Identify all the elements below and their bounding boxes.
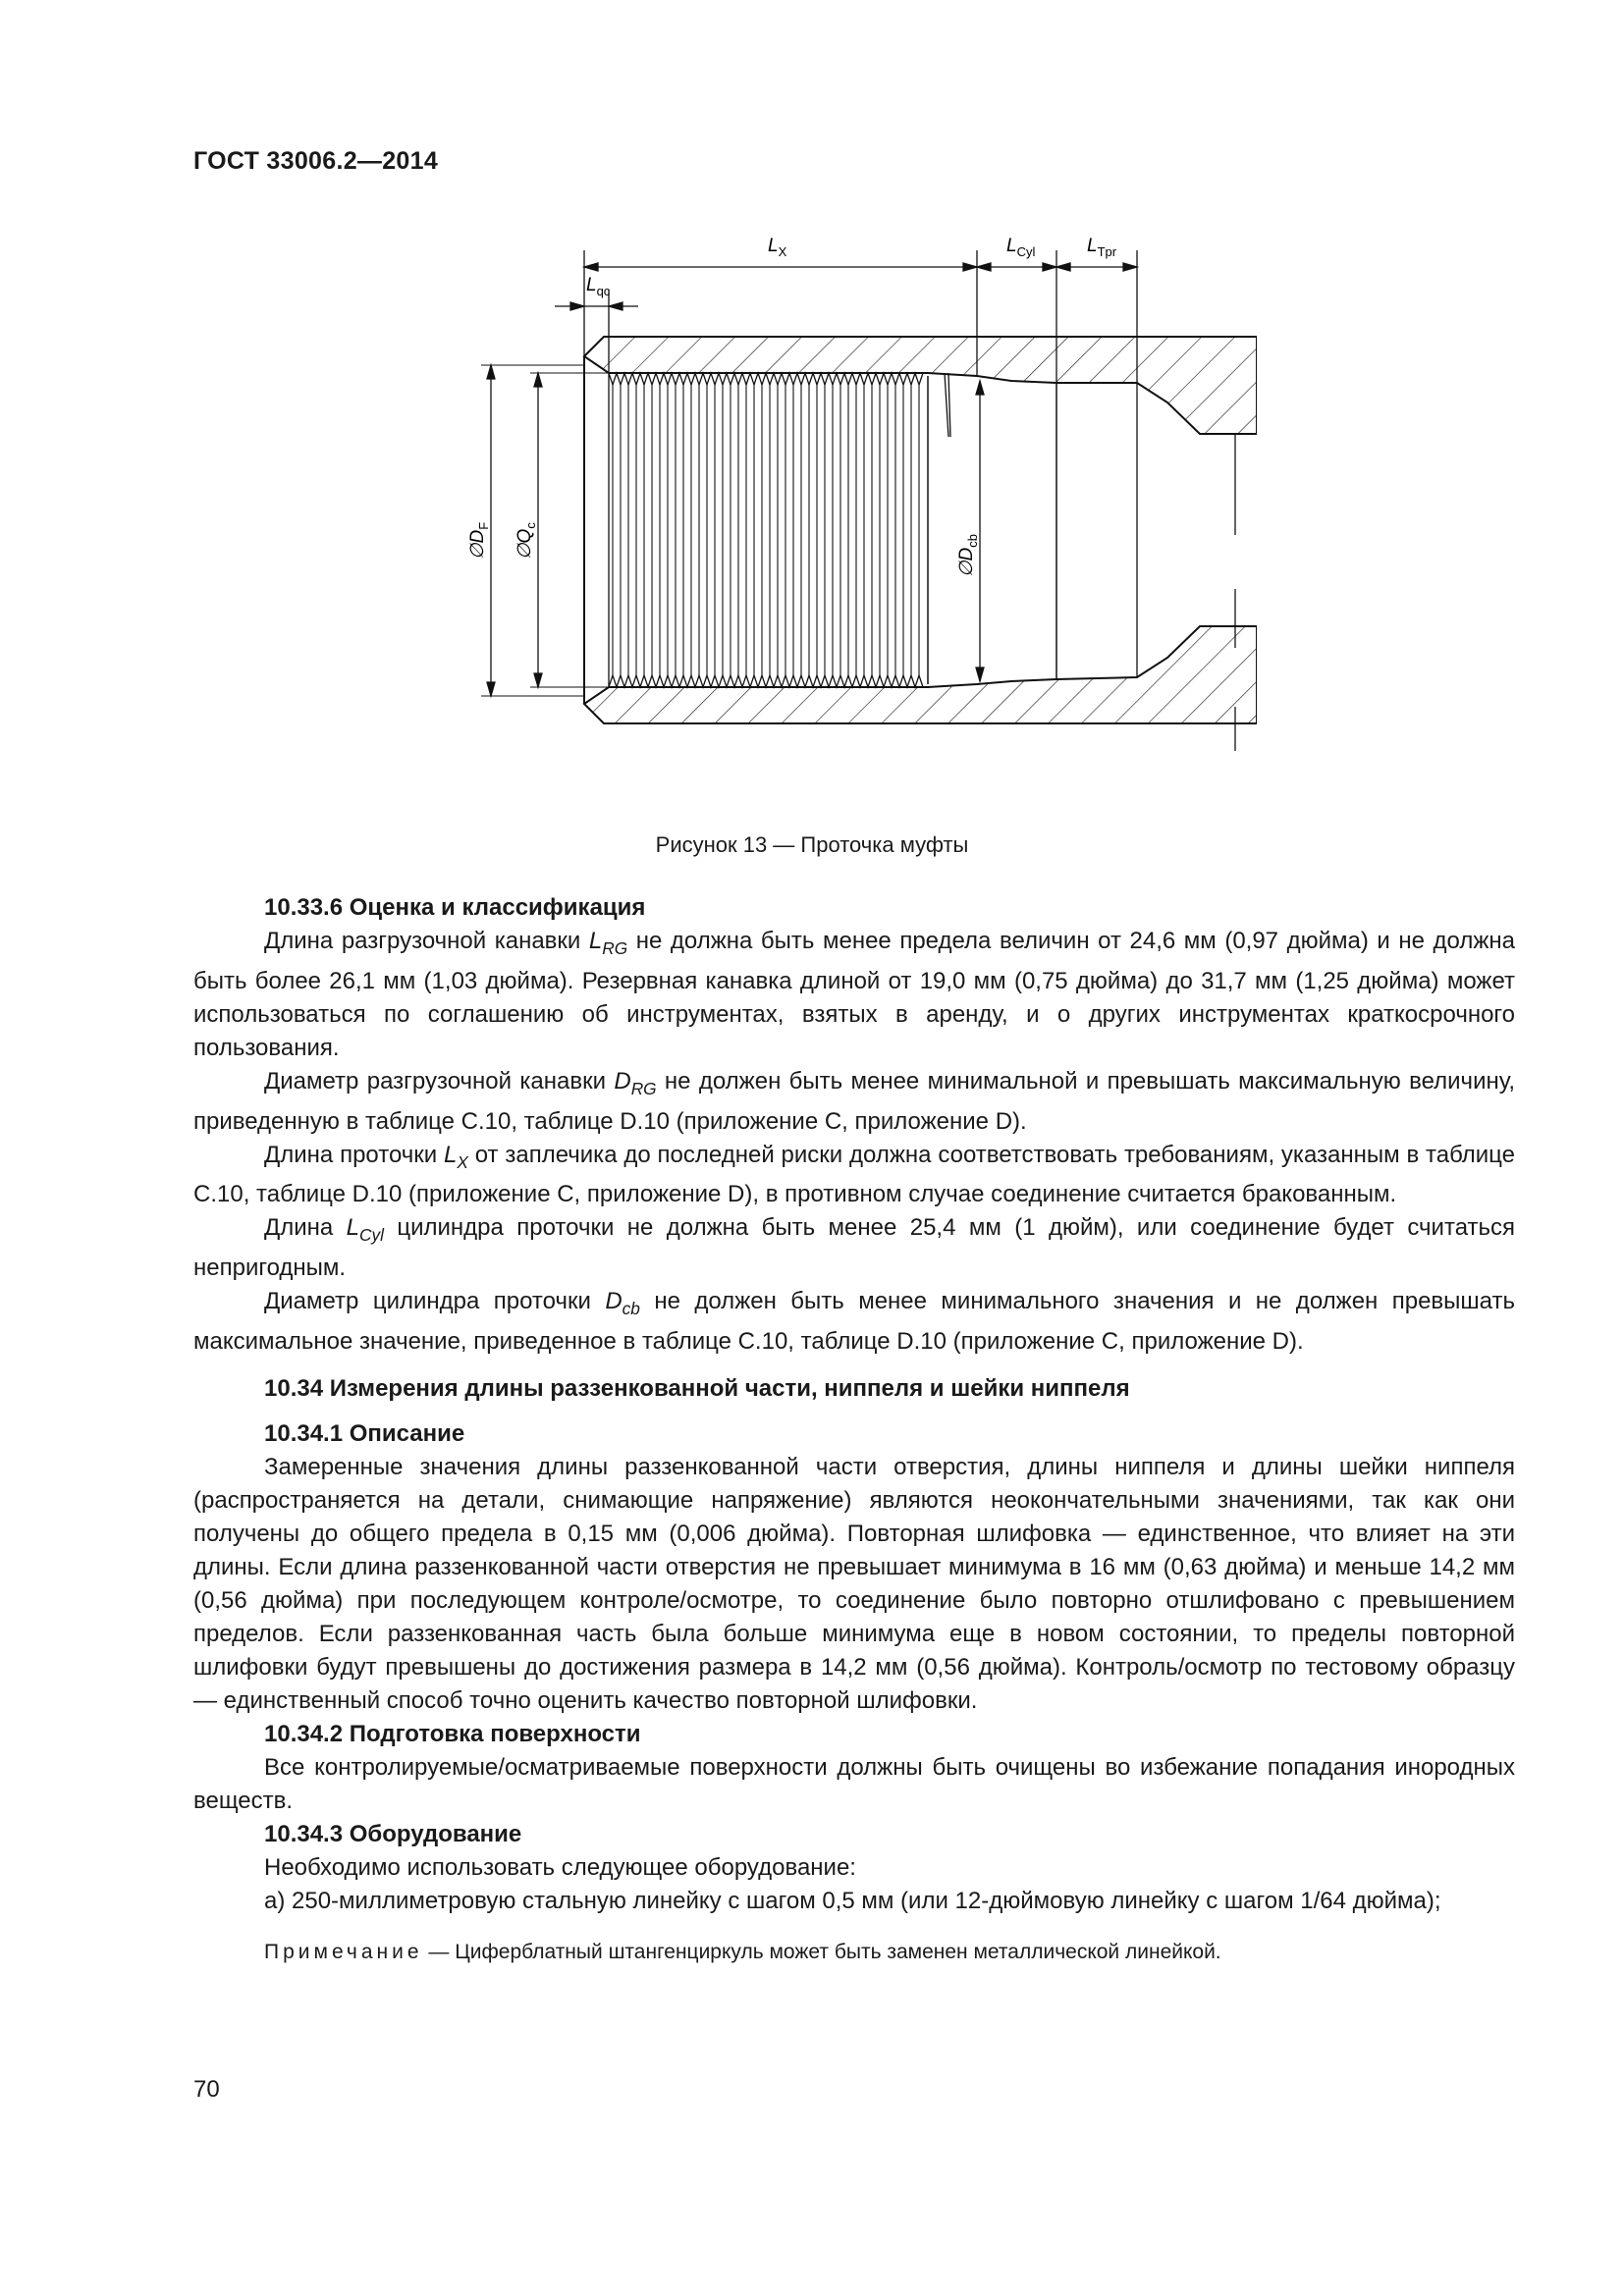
section-title-10-34-3: 10.34.3 Оборудование bbox=[264, 1820, 522, 1847]
figure-caption: Рисунок 13 — Проточка муфты bbox=[655, 832, 969, 857]
page-number: 70 bbox=[193, 2076, 220, 2103]
figure-box-coupling-bore bbox=[422, 216, 1257, 805]
dimension-lx bbox=[584, 263, 977, 271]
dimension-ltpr bbox=[1056, 263, 1137, 271]
paragraph: Диаметр цилиндра проточки $D_{cb}$ не должен быть менее минимального значения и не должен превышать максимальное значение, приведенное в таблице С.10, таблице D.10 (приложение С, приложение D). bbox=[193, 1288, 1515, 1355]
paragraph: Необходимо использовать следующее оборудование: bbox=[264, 1853, 856, 1881]
paragraph: Длина проточки $L_X$ от заплечика до последней риски должна соответствовать требованиям, указанным в таблице С.10, таблице D.10 (приложение С, приложение D), в противном случае соединение считается бракованным. bbox=[193, 1141, 1516, 1208]
section-title-10-34: 10.34 Измерения длины раззенкованной части, ниппеля и шейки ниппеля bbox=[264, 1374, 1130, 1402]
section-title-10-33-6: 10.33.6 Оценка и классификация bbox=[264, 894, 646, 921]
document-header: ГОСТ 33006.2—2014 bbox=[193, 147, 439, 175]
dimension-lqc bbox=[555, 302, 638, 310]
note bbox=[193, 1936, 1515, 1969]
paragraph: Длина $L_{Cyl}$ цилиндра проточки не должна быть менее 25,4 мм (1 дюйм), или соединение будет считаться непригодным. bbox=[193, 1214, 1516, 1282]
label-lqc: $L_{qc}$ bbox=[586, 275, 611, 298]
dimension-qc bbox=[530, 373, 609, 687]
note-text: — Циферблатный штангенциркуль может быть заменен металлической линейкой. bbox=[422, 1940, 1221, 1963]
thread-upper bbox=[609, 373, 923, 385]
dimension-lcyl bbox=[977, 263, 1056, 271]
list-item-a: а) 250-миллиметровую стальную линейку с шагом 0,5 мм (или 12-дюймовую линейку с шагом 1/64 дюйма); bbox=[264, 1887, 1441, 1914]
paragraph: Все контролируемые/осматриваемые поверхности должны быть очищены во избежание попадания инородных веществ. bbox=[193, 1753, 1515, 1814]
section-title-10-34-2: 10.34.2 Подготовка поверхности bbox=[264, 1720, 641, 1747]
note-label: Примечание bbox=[264, 1940, 423, 1963]
label-df: $\emptyset D_F$ bbox=[467, 521, 491, 560]
label-ltpr: $L_{Tpr}$ bbox=[1087, 236, 1117, 259]
upper-wall-section bbox=[584, 337, 1257, 434]
label-dcb: $\emptyset D_{cb}$ bbox=[956, 533, 980, 577]
paragraph: Замеренные значения длины раззенкованной части отверстия, длины ниппеля и длины шейки ниппеля (распространяется на детали, снимающие напряжение) являются неокончательными значениями, так как они получены до общего предела в 0,15 мм (0,006 дюйма). Повторная шлифовка — единственное, что влияет на эти длины. Если длина раззенкованной части отверстия не превышает минимума в 16 мм (0,63 дюйма) и меньше 14,2 мм (0,56 дюйма) при последующем контроле/осмотре, то соединение было повторно отшлифовано с превышением пределов. Если раззенкованная часть была больше минимума еще в новом состоянии, то пределы повторной шлифовки будут превышены до достижения размера в 14,2 мм (0,56 дюйма). Контроль/осмотр по тестовому образцу — единственный способ точно оценить качество повторной шлифовки. bbox=[193, 1453, 1515, 1714]
paragraph: Длина разгрузочной канавки $L_{RG}$ не должна быть менее предела величин от 24,6 мм (0,97 дюйма) и не должна быть более 26,1 мм (1,03 дюйма). Резервная канавка длиной от 19,0 мм (0,75 дюйма) до 31,7 мм (1,25 дюйма) может использоваться по соглашению об инструментах, взятых в аренду, и о других инструментах краткосрочного пользования. bbox=[193, 928, 1515, 1061]
thread-flanks bbox=[613, 385, 919, 675]
label-qc: $\emptyset Q_c$ bbox=[514, 522, 538, 560]
box-bore-drawing bbox=[422, 216, 1257, 805]
paragraph: Диаметр разгрузочной канавки $D_{RG}$ не должен быть менее минимальной и превышать максимальную величину, приведенную в таблице С.10, таблице D.10 (приложение С, приложение D). bbox=[193, 1067, 1515, 1135]
label-lcyl: $L_{Cyl}$ bbox=[1006, 236, 1036, 259]
label-lx: $L_X$ bbox=[768, 236, 787, 259]
lower-wall-section bbox=[584, 626, 1257, 723]
dimension-dcb bbox=[976, 381, 1011, 681]
document-body bbox=[193, 891, 1515, 1969]
section-title-10-34-1: 10.34.1 Описание bbox=[264, 1419, 465, 1447]
thread-lower bbox=[609, 675, 923, 687]
